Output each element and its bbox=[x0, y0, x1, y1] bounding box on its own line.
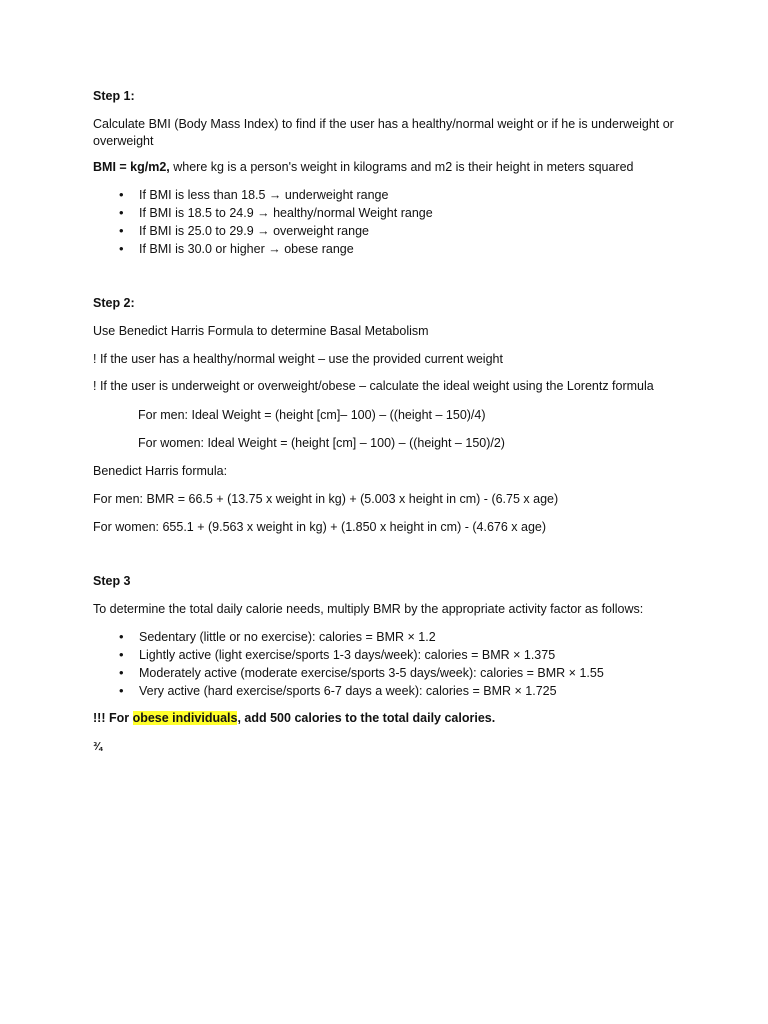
obese-note bbox=[93, 710, 708, 727]
list-item: • If BMI is 30.0 or higher → obese range bbox=[119, 240, 708, 258]
bmr-men: For men: BMR = 66.5 + (13.75 x weight in kg) + (5.003 x height in cm) - (6.75 x age) bbox=[93, 492, 559, 506]
list-item: • Moderately active (moderate exercise/sports 3-5 days/week): calories = BMR × 1.55 bbox=[119, 664, 708, 682]
bmi-formula-bold: BMI = kg/m2, bbox=[93, 160, 170, 174]
bmi-formula bbox=[93, 159, 708, 176]
bmi-ranges-list bbox=[93, 186, 708, 258]
step-1-intro: Calculate BMI (Body Mass Index) to find if the user has a healthy/normal weight or if he is underweight or overweight bbox=[93, 117, 674, 148]
note-normal-weight: ! If the user has a healthy/normal weight – use the provided current weight bbox=[93, 352, 503, 366]
list-item: • Lightly active (light exercise/sports 1-3 days/week): calories = BMR × 1.375 bbox=[119, 646, 708, 664]
step-3-intro: To determine the total daily calorie needs, multiply BMR by the appropriate activity factor as follows: bbox=[93, 602, 644, 616]
step-2-intro: Use Benedict Harris Formula to determine Basal Metabolism bbox=[93, 324, 429, 338]
list-item: • Sedentary (little or no exercise): calories = BMR × 1.2 bbox=[119, 628, 708, 646]
benedict-harris-heading: Benedict Harris formula: bbox=[93, 464, 228, 478]
lorentz-women: For women: Ideal Weight = (height [cm] – 100) – ((height – 150)/2) bbox=[138, 436, 505, 450]
list-item: • If BMI is 18.5 to 24.9 → healthy/normal Weight range bbox=[119, 204, 708, 222]
list-item: • If BMI is less than 18.5 → underweight range bbox=[119, 186, 708, 204]
lorentz-men: For men: Ideal Weight = (height [cm]– 100) – ((height – 150)/4) bbox=[138, 408, 486, 422]
step-3-heading: Step 3 bbox=[93, 574, 131, 588]
obese-note-highlight: obese individuals bbox=[132, 711, 238, 725]
bmr-women: For women: 655.1 + (9.563 x weight in kg) + (1.850 x height in cm) - (4.676 x age) bbox=[93, 520, 547, 534]
trailing-mark: ¾ bbox=[93, 741, 103, 753]
bmi-formula-desc: where kg is a person's weight in kilograms and m2 is their height in meters squared bbox=[169, 160, 634, 174]
step-2-heading: Step 2: bbox=[93, 296, 135, 310]
obese-note-prefix: !!! For bbox=[93, 711, 133, 725]
obese-note-suffix: , add 500 calories to the total daily calories. bbox=[237, 711, 496, 725]
note-ideal-weight: ! If the user is underweight or overweight/obese – calculate the ideal weight using the Lorentz formula bbox=[93, 379, 654, 393]
step-1-heading: Step 1: bbox=[93, 89, 135, 103]
list-item: • Very active (hard exercise/sports 6-7 days a week): calories = BMR × 1.725 bbox=[119, 682, 708, 700]
list-item: • If BMI is 25.0 to 29.9 → overweight range bbox=[119, 222, 708, 240]
activity-factor-list bbox=[93, 628, 708, 700]
